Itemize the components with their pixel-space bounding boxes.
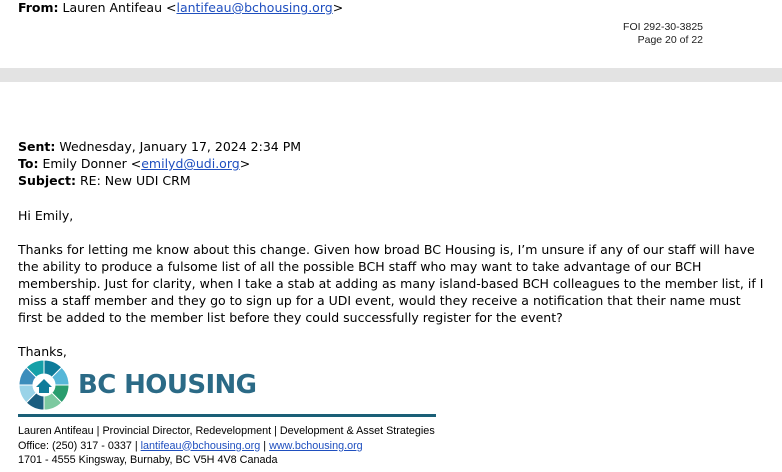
bc-housing-logo-icon <box>18 359 70 411</box>
page-number: Page 20 of 22 <box>637 34 703 46</box>
email-headers <box>18 138 301 189</box>
signature-separator: | <box>260 439 270 452</box>
to-name: Emily Donner < <box>42 156 142 171</box>
foi-number: FOI 292-30-3825 <box>623 21 703 33</box>
to-label: To: <box>18 156 39 171</box>
to-line <box>18 155 301 172</box>
to-suffix: > <box>239 156 251 171</box>
signature-office: Office: (250) 317 - 0337 | <box>18 439 141 452</box>
page-meta <box>623 21 703 47</box>
signature-block <box>18 424 435 468</box>
signature-email-link[interactable]: lantifeau@bchousing.org <box>140 439 261 452</box>
sent-value: Wednesday, January 17, 2024 2:34 PM <box>59 139 302 154</box>
signature-address-line: 1701 - 4555 Kingsway, Burnaby, BC V5H 4V8 Canada <box>18 454 278 466</box>
signature-title-line: Lauren Antifeau | Provincial Director, Redevelopment | Development & Asset Strategies <box>18 425 435 437</box>
from-email-link[interactable]: lantifeau@bchousing.org <box>176 0 333 15</box>
signature-rule <box>18 414 436 417</box>
to-email-link[interactable]: emilyd@udi.org <box>141 156 240 171</box>
from-line <box>18 0 343 16</box>
sent-label: Sent: <box>18 139 56 154</box>
subject-label: Subject: <box>18 173 76 188</box>
signature-website-link[interactable]: www.bchousing.org <box>269 439 363 452</box>
subject-value: RE: New UDI CRM <box>79 173 191 188</box>
page-break-divider <box>0 68 782 82</box>
subject-line <box>18 172 301 189</box>
bc-housing-logo <box>18 359 256 411</box>
from-name: Lauren Antifeau < <box>62 0 177 15</box>
closing: Thanks, <box>18 344 67 359</box>
email-body: Thanks for letting me know about this change. Given how broad BC Housing is, I’m unsure if any of our staff will have the ability to produce a fulsome list of all the possible BCH staff who may want to take advantage of our BCH membership. Just for clarity, when I take a stab at adding as many island-based BCH colleagues to the member list, if I miss a staff member and they go to sign up for a UDI event, would they receive a notification that their name must first be added to the member list before they could successfully register for the event? <box>18 242 764 325</box>
sent-line <box>18 138 301 155</box>
from-suffix: > <box>332 0 344 15</box>
signature-contact-line <box>18 439 435 454</box>
logo-text: BC HOUSING <box>78 370 257 400</box>
from-label: From: <box>18 0 59 15</box>
greeting: Hi Emily, <box>18 208 74 223</box>
